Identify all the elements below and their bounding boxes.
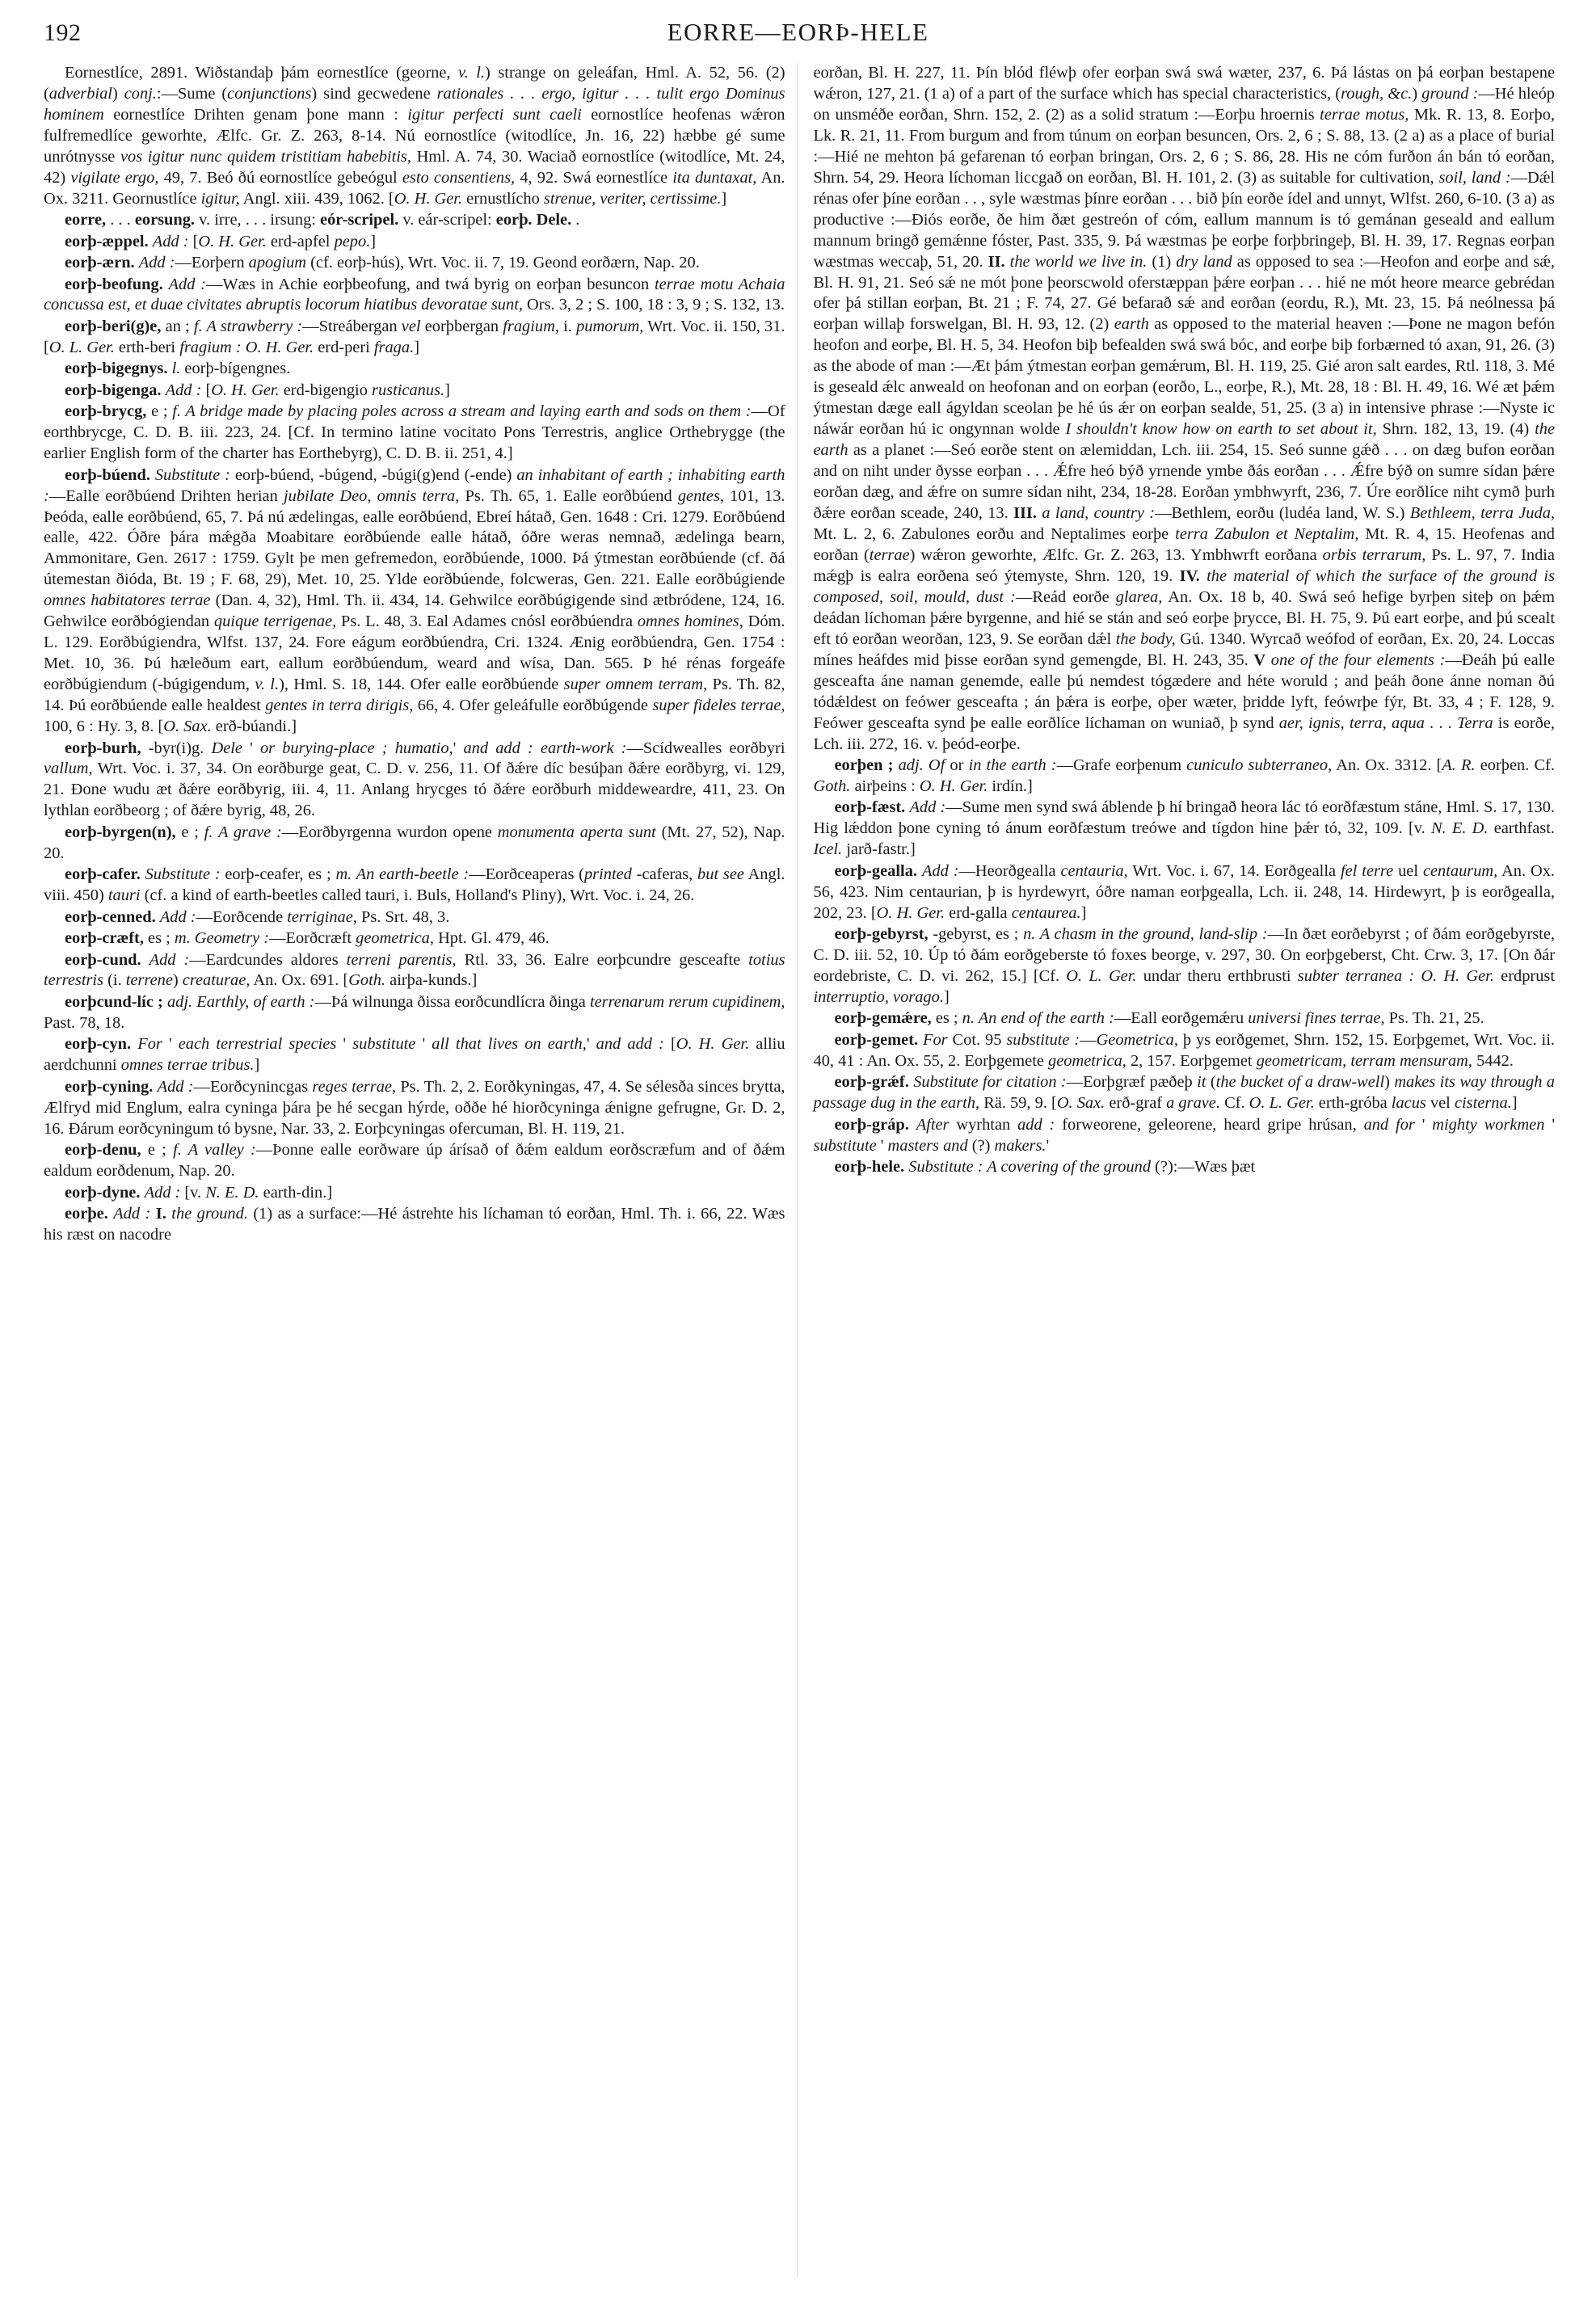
dictionary-entry: eorþ-bigenga. Add : [O. H. Ger. erd-bigengio rusticanus.] — [65, 381, 450, 399]
dictionary-entry: Eornestlíce, 2891. Wiðstandaþ þám eornestlíce (georne, v. l.) strange on geleáfan, Hml. A. 52, 56. (2) (adverbial) conj.:—Sume (conjunctions) sind gecwedene rationales . . . ergo, igitur . . . tulit ergo Dominus hominem eornestlíce Drihten genam þone mann : igitur perfecti sunt caeli eornostlíce heofenas wǽron fulfremedlíce geworhte, Ælfc. Gr. Z. 263, 8-14. Nú eornostlíce (witodlíce, Jn. 16, 22) hæbbe gé sume unrótnysse vos igitur nunc quidem tristitiam habebitis, Hml. A. 74, 30. Waciað eornostlíce (witodlíce, Mt. 24, 42) vigilate ergo, 49, 7. Beó ðú eornostlíce gebeógul esto consentiens, 4, 92. Swá eornestlíce ita duntaxat, An. Ox. 3211. Geornustlíce igitur, Angl. xiii. 439, 1062. [O. H. Ger. ernustlícho strenue, veriter, certissime.] — [44, 64, 785, 208]
dictionary-entry: eorre, . . . eorsung. v. irre, . . . irsung: eór-scripel. v. eár-scripel: eorþ. Dele. . — [65, 211, 580, 229]
dictionary-entry: eorþ-cund. Add :—Eardcundes aldores terreni parentis, Rtl. 33, 36. Ealre eorþcundre gesceafte totius terrestris (i. terrene) creaturae, An. Ox. 691. [Goth. airþa-kunds.] — [44, 950, 785, 990]
dictionary-entry: eorþ-gemet. For Cot. 95 substitute :—Geometrica, þ ys eorðgemet, Shrn. 152, 15. Eorþgemet, Wrt. Voc. ii. 40, 41 : An. Ox. 55, 2. Eorþgemete geometrica, 2, 157. Eorþgemet geometricam, terram mensuram, 5442. — [813, 1030, 1555, 1070]
dictionary-entry: eorþen ; adj. Of or in the earth :—Grafe eorþenum cuniculo subterraneo, An. Ox. 3312. [A. R. eorþen. Cf. Goth. airþeins : O. H. Ger. irdín.] — [813, 756, 1555, 795]
dictionary-entry: eorþ-brycg, e ; f. A bridge made by placing poles across a stream and laying earth and sods on them :—Of eorthbrycge, C. D. B. iii. 223, 24. [Cf. In termino latine vocitato Pons Terrestris, anglice Orthebrygge (the earlier English form of the charter has Eorthebyrg), C. D. B. ii. 251, 4.] — [44, 402, 785, 463]
dictionary-entry: eorþ-æppel. Add : [O. H. Ger. erd-apfel pepo.] — [65, 232, 377, 250]
left-column — [44, 63, 785, 1246]
dictionary-entry: eorþ-burh, -byr(i)g. Dele ' or burying-place ; humatio,' and add : earth-work :—Scídwealles eorðbyri vallum, Wrt. Voc. i. 37, 34. On eorðburge geat, C. D. v. 256, 11. Of ðǽre díc besúþan ðǽre eorðbyrg, vi. 129, 21. Ðone wudu æt ðǽre eorðbyrig, iii. 4, 11. Anlang hrycges tó ðǽre eorðburh middeweardre, 411, 23. On lythlan eorðbeorg ; of ðǽre byrig, 48, 26. — [44, 739, 785, 820]
dictionary-entry: eorþ-beri(g)e, an ; f. A strawberry :—Streábergan vel eorþbergan fragium, i. pumorum, Wrt. Voc. ii. 150, 31. [O. L. Ger. erth-beri fragium : O. H. Ger. erd-peri fraga.] — [44, 317, 785, 356]
dictionary-entry: eorþ-cenned. Add :—Eorðcende terriginae, Ps. Srt. 48, 3. — [65, 907, 450, 926]
dictionary-entry: eorþ-ærn. Add :—Eorþern apogium (cf. eorþ-hús), Wrt. Voc. ii. 7, 19. Geond eorðærn, Nap. 20. — [65, 254, 700, 272]
dictionary-entry: eorþ-cyning. Add :—Eorðcynincgas reges terrae, Ps. Th. 2, 2. Eorðkyningas, 47, 4. Se sélesða sinces brytta, Ælfryd mid Englum, ealra cyninga þára þe hé secgan hýrde, oððe hé hiorðcyninga ǽnigne gefrugne, Gr. D. 2, 16. Ðárum eorðcyningum tó bysne, Nar. 33, 2. Eorþcyningas ofercuman, Bl. H. 119, 21. — [44, 1077, 785, 1138]
dictionary-entry: eorþ-grǽf. Substitute for citation :—Eorþgræf pæðeþ it (the bucket of a draw-well) makes its way through a passage dug in the earth, Rä. 59, 9. [O. Sax. erð-graf a grave. Cf. O. L. Ger. erth-gróba lacus vel cisterna.] — [813, 1073, 1555, 1113]
dictionary-entry: eorþ-fæst. Add :—Sume men synd swá áblende þ hí bringað heora lác tó eorðfæstum stáne, Hml. S. 17, 130. Hig lǽddon þone cyning tó ánum eorðfæstum treówe and tígdon hine þǽr tó, 32, 109. [v. N. E. D. earthfast. Icel. jarð-fastr.] — [813, 798, 1555, 859]
dictionary-entry: eorþe. Add : I. the ground. (1) as a surface:—Hé ástrehte his líchaman tó eorðan, Hml. Th. i. 66, 22. Wæs his ræst on nacodre — [44, 1204, 785, 1244]
running-title: EORRE—EORÞ-HELE — [667, 18, 929, 46]
dictionary-entry: eorþ-gebyrst, -gebyrst, es ; n. A chasm in the ground, land-slip :—In ðæt eorðebyrst ; of ðám eorðgebyrste, C. D. iii. 52, 10. Úp tó ðám eorðgeberste tó foxes beorge, v. 297, 30. On eorþgeberst, Cht. Crw. 3, 17. [On ðár eordebriste, C. D. vi. 262, 15.] [Cf. O. L. Ger. undar theru erthbrusti subter terranea : O. H. Ger. erdprust interruptio, vorago.] — [813, 925, 1555, 1006]
dictionary-entry: eorþ-denu, e ; f. A valley :—Þonne ealle eorðware úp árísað of ðǽm ealdum eorðscræfum and of ðǽm ealdum eorðdenum, Nap. 20. — [44, 1141, 785, 1181]
dictionary-entry: eorþ-búend. Substitute : eorþ-búend, -búgend, -búgi(g)end (-ende) an inhabitant of earth ; inhabiting earth :—Ealle eorðbúend Drihten herian jubilate Deo, omnis terra, Ps. Th. 65, 1. Ealle eorðbúend gentes, 101, 13. Þeóda, ealle eorðbúend, 65, 7. Þá nú ædelingas, ealle eorðbúend, Ebreí hátað, Gen. 1648 : Cri. 1279. Eorðbúend ealle, 422. Óðre þára mǽgða Moabitare eorðbúende ealle hátað, óðre weras nemnað, ædelinga bearn, Ammonitare, Gen. 2617 : 1759. Gylt þe men gefremedon, eorðbúende, 1000. Þá ýtmestan eorðbúende (cf. ðá útemestan ðióda, Bt. 19 ; F. 68, 29), Met. 10, 25. Ylde eorðbúende, folcweras, Gen. 221. Ealle eorðbúgiende omnes habitatores terrae (Dan. 4, 32), Hml. Th. ii. 434, 14. Gehwilce eorðbúgigende sind ætbródene, 124, 16. Gehwilce eorðbógiendan quique terrigenae, Ps. L. 48, 3. Eal Adames cnósl eorðbúendra omnes homines, Dóm. L. 129. Eorðbúgiendra, Wlfst. 137, 24. Fore eágum eorðbúendra, Cri. 1324. Ænig eorðbúendra, Gen. 1754 : Met. 10, 36. Þú hæleðum eart, eallum eorðbúendum, weard and wísa, Dan. 565. Þ hé rénas forgeáfe eorðbúgiendum (-búgigendum, v. l.), Hml. S. 18, 144. Ofer ealle eorðbúende super omnem terram, Ps. Th. 82, 14. Þú eorðbúende ealle healdest gentes in terra dirigis, 66, 4. Ofer geleáfulle eorðbúgende super fideles terrae, 100, 6 : Hy. 3, 8. [O. Sax. erð-búandi.] — [44, 465, 785, 736]
dictionary-entry: eorþcund-líc ; adj. Earthly, of earth :—Þá wilnunga ðissa eorðcundlícra ðinga terrenarum rerum cupidinem, Past. 78, 18. — [44, 992, 785, 1032]
folio-number: 192 — [44, 19, 82, 46]
dictionary-entry: eorðan, Bl. H. 227, 11. Þín blód fléwþ ofer eorþan swá swá wæter, 237, 6. Þá lástas on þá eorþan bestapene wǽron, 127, 21. (1 a) of a part of the surface which has special characteristics, (rough, &c.) ground :—Hé hleóp on unsméðe eorðan, Shrn. 152, 2. (2) as a solid stratum :—Eorþu hroernis terrae motus, Mk. R. 13, 8. Eorþo, Lk. R. 21, 11. From burgum and from túnum on eorþan besuncen, Ors. 2, 6 ; S. 88, 13. (2 a) as a place of burial :—Hié ne mehton þá gefarenan tó eorþan bringan, Ors. 2, 6 ; S. 86, 28. His ne cóm furðon án bán tó eorðan, Shrn. 54, 29. Heora líchoman liccgað on eorðan, Bl. H. 101, 2. (3) as suitable for cultivation, soil, land :—Dǽl rénas ofer þíne eorðan . . , syle wæstmas þínre eorðan . . . bið þín eorðe ídel and unnyt, Wlfst. 260, 6-10. (3 a) as productive :—Ðiós eorðe, ðe him ðæt gestreón of cóm, eallum mannum is tó gemánan geseald and eallum mannum bringð gemǽnne fóster, Past. 335, 9. Þá wæstmas þe eorþe forþbringeþ, Bl. H. 39, 17. Regnas eorþan wæstmas weccaþ, 51, 20. II. the world we live in. (1) dry land as opposed to sea :—Heofon and eorþe and sǽ, Bl. H. 91, 21. Seó sǽ ne mót þone þeorscwold oferstæppan þǽre eorþan . . . hié ne mót heore mearce gebrédan ofer þá stillan eorþan, Bt. 21 ; F. 74, 27. Gé befarað sǽ and eorðan (eordu, R.), Mt. 23, 15. Þá neólnessa þá eorþan willaþ forswelgan, Bl. H. 93, 12. (2) earth as opposed to the material heaven :—Þone ne magon befón heofon and eorþe, Bl. H. 5, 34. Heofon biþ befealden swá swá bóc, and eorþe biþ forbærned tó axan, 91, 26. (3) as the abode of man :—Æt þám ýtmestan eorþan gemǽrum, Bl. H. 119, 25. Gié aron salt eardes, Rtl. 118, 3. Mé is geseald ǽlc anweald on heofonan and on eorþan (eorðo, L., eorþe, R.), Mt. 28, 18 : Bl. H. 49, 16. Wé æt þǽm ýtmestan dæge eall ágyldan sceolan þe hé ús ǽr on eorþan sealde, 51, 25. (3 a) in intensive phrase :—Nyste ic náwár eorðan hú ic ongynnan wolde I shouldn't know how on earth to set about it, Shrn. 182, 13, 19. (4) the earth as a planet :—Seó eorðe stent on ælemiddan, Lch. iii. 254, 15. Seó sunne gǽð . . . on dæg bufon eorðan and on niht under ðysse eorþan . . . Ǽfre heó býð yrnende ymbe ðás eorðan . . . Ǽfre býð on sumre sídan þǽre eorðan dæg, and ǽfre on sumre sídan niht, 234, 18-28. Eorðan ymbhwyrft, 236, 7. Úre eorðlíce niht cymð þurh ðǽre eorðan sceade, 240, 13. III. a land, country :—Bethlem, eorðu (ludéa land, W. S.) Bethleem, terra Juda, Mt. L. 2, 6. Zabulones eorðu and Neptalimes eorþe terra Zabulon et Neptalim, Mt. R. 4, 15. Heofenas and eorðan (terrae) wǽron geworhte, Ælfc. Gr. Z. 263, 13. Ymbhwrft eorðana orbis terrarum, Ps. L. 97, 7. India mǽgþ is ealra eorðena seó ýtemyste, Shrn. 120, 19. IV. the material of which the surface of the ground is composed, soil, mould, dust :—Reád eorðe glarea, An. Ox. 18 b, 40. Swá seó hefige byrþen siteþ on þǽm deádan líchoman þǽre byrgenne, and hié se stán and seó eorþe þrycce, Bl. H. 75, 9. Þú eart eorþe, and þú scealt eft tó eorðan weorðan, 123, 9. Se eorðan dǽl the body, Gú. 1340. Wyrcað weófod of eorðan, Ex. 20, 24. Loccas mínes heáfdes mid þisse eorðan synd gemengde, Bl. H. 243, 35. V one of the four elements :—Ðeáh þú ealle gesceafta áne naman genemde, ealle þú nemdest tógædere and héte woruld ; and þeáh ðone ánne noman ðú tódǽldest on feówer gesceafta ; án þǽra is eorþe, oþer wæter, þridde lyft, feówrþe fýr, Bt. 33, 4 ; F. 128, 9. Feówer gesceafta synd þe ealle eorðlíce líchaman on wuniað, þ synd aer, ignis, terra, aqua . . . Terra is eorðe, Lch. iii. 272, 16. v. þeód-eorþe. — [813, 64, 1556, 753]
dictionary-entry: eorþ-bigegnys. l. eorþ-bígengnes. — [65, 360, 291, 378]
text-columns — [44, 63, 1555, 1246]
dictionary-entry: eorþ-dyne. Add : [v. N. E. D. earth-din.] — [65, 1183, 333, 1202]
dictionary-entry: eorþ-gemǽre, es ; n. An end of the earth :—Eall eorðgemǽru universi fines terrae, Ps. Th. 21, 25. — [834, 1009, 1484, 1028]
dictionary-entry: eorþ-hele. Substitute : A covering of the ground (?):—Wæs þæt — [834, 1158, 1256, 1177]
dictionary-entry: eorþ-cræft, es ; m. Geometry :—Eorðcræft geometrica, Hpt. Gl. 479, 46. — [65, 929, 550, 948]
dictionary-entry: eorþ-beofung. Add :—Wæs in Achie eorþbeofung, and twá byrig on eorþan besuncon terrae motu Achaia concussa est, et duae civitates abruptis locorum hiatibus devoratae sunt, Ors. 3, 2 ; S. 100, 18 : 3, 9 ; S. 132, 13. — [44, 275, 785, 314]
dictionary-entry: eorþ-gealla. Add :—Heorðgealla centauria, Wrt. Voc. i. 67, 14. Eorðgealla fel terre uel centaurum, An. Ox. 56, 423. Nim centaurian, þ is hyrdewyrt, óðre naman eorþgealla, Lch. ii. 248, 14. Hirdewyrt, þ is eorðgealla, 202, 23. [O. H. Ger. erd-galla centaurea.] — [813, 861, 1556, 922]
page-header — [44, 18, 1552, 57]
dictionary-entry: eorþ-cafer. Substitute : eorþ-ceafer, es ; m. An earth-beetle :—Eorðceaperas (printed -caferas, but see Angl. viii. 450) tauri (cf. a kind of earth-beetles called tauri, i. Buls, Holland's Pliny), Wrt. Voc. i. 24, 26. — [44, 865, 785, 905]
right-column — [813, 63, 1556, 1246]
dictionary-entry: eorþ-byrgen(n), e ; f. A grave :—Eorðbyrgenna wurdon opene monumenta aperta sunt (Mt. 27, 52), Nap. 20. — [44, 823, 785, 862]
dictionary-entry: eorþ-gráp. After wyrhtan add : forweorene, geleorene, heard gripe hrúsan, and for ' mighty workmen ' substitute ' masters and (?) makers.' — [813, 1115, 1555, 1155]
dictionary-entry: eorþ-cyn. For ' each terrestrial species ' substitute ' all that lives on earth,' and add : [O. H. Ger. alliu aerdchunni omnes terrae tribus.] — [44, 1035, 785, 1075]
